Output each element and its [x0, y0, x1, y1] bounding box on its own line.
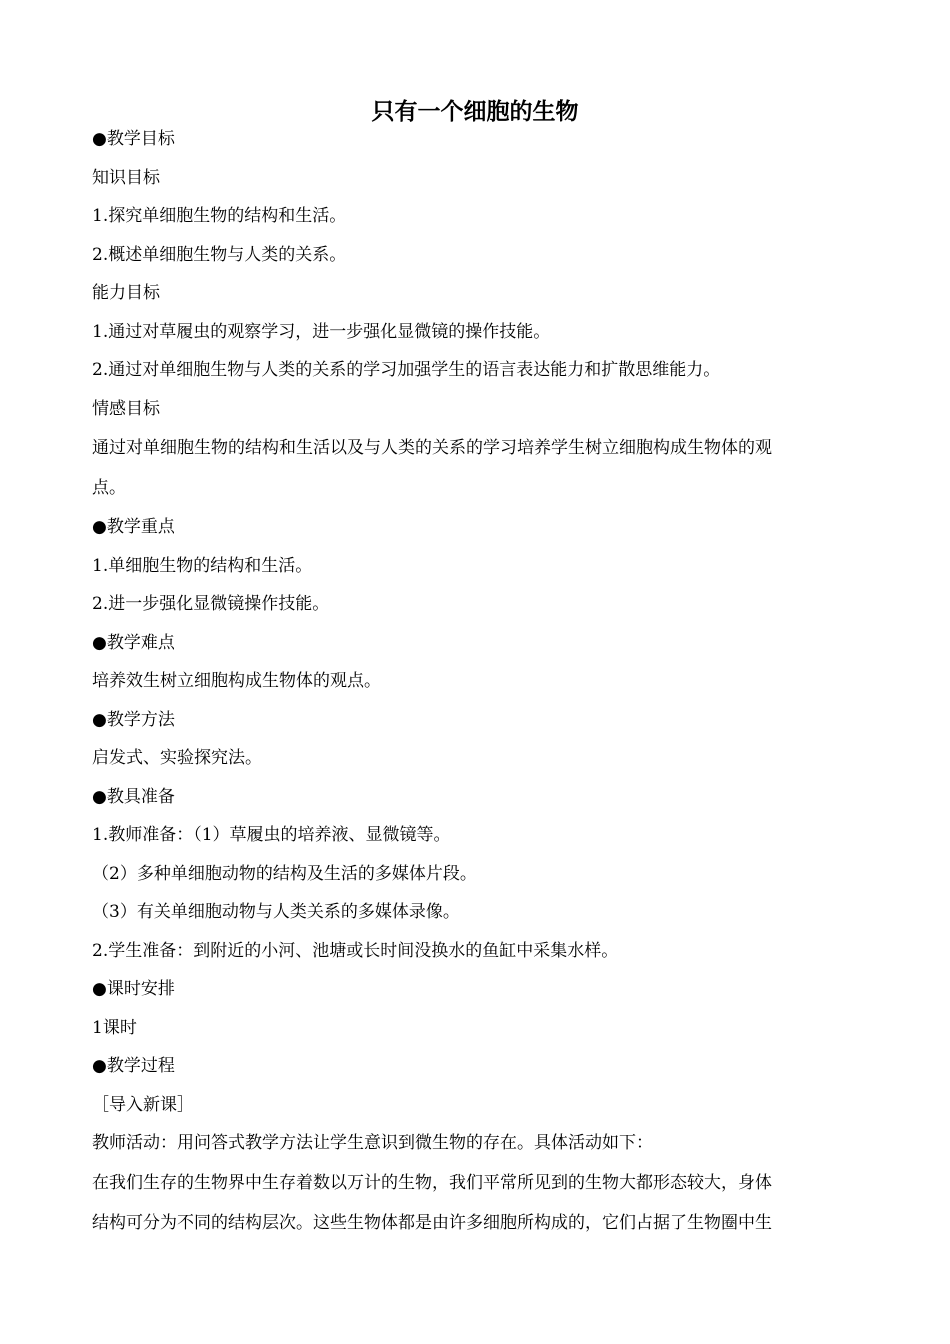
materials-teacher-2: （2）多种单细胞动物的结构及生活的多媒体片段。	[92, 863, 477, 884]
key-point-1: 1.单细胞生物的结构和生活。	[92, 555, 313, 576]
section-heading-methods: ●教学方法	[92, 709, 175, 730]
subheading-emotion-goals: 情感目标	[92, 398, 160, 419]
subheading-knowledge-goals: 知识目标	[92, 167, 160, 188]
section-heading-schedule: ●课时安排	[92, 979, 175, 999]
materials-teacher-3: （3）有关单细胞动物与人类关系的多媒体录像。	[92, 902, 460, 922]
methods-text: 启发式、实验探究法。	[92, 748, 262, 768]
ability-goal-2: 2.通过对单细胞生物与人类的关系的学习加强学生的语言表达能力和扩散思维能力。	[92, 360, 721, 380]
emotion-goal-line-1: 通过对单细胞生物的结构和生活以及与人类的关系的学习培养学生树立细胞构成生物体的观	[92, 438, 772, 458]
materials-teacher-1: 1.教师准备：（1）草履虫的培养液、显微镜等。	[92, 825, 451, 845]
teacher-activity-text: 教师活动：用问答式教学方法让学生意识到微生物的存在。具体活动如下：	[92, 1133, 653, 1153]
document-title: 只有一个细胞的生物	[371, 99, 579, 125]
subheading-ability-goals: 能力目标	[92, 283, 160, 303]
section-heading-key-points: ●教学重点	[92, 517, 175, 537]
section-heading-materials: ●教具准备	[92, 786, 175, 807]
knowledge-goal-2: 2.概述单细胞生物与人类的关系。	[92, 244, 347, 265]
process-intro-label: ［导入新课］	[92, 1094, 194, 1115]
materials-student: 2.学生准备：到附近的小河、池塘或长时间没换水的鱼缸中采集水样。	[92, 940, 619, 961]
difficulty-text: 培养效生树立细胞构成生物体的观点。	[92, 671, 381, 691]
document-body	[92, 120, 867, 1243]
section-heading-difficulties: ●教学难点	[92, 632, 175, 653]
ability-goal-1: 1.通过对草履虫的观察学习，进一步强化显微镜的操作技能。	[92, 321, 551, 342]
knowledge-goal-1: 1.探究单细胞生物的结构和生活。	[92, 206, 347, 226]
section-heading-teaching-goals: ●教学目标	[92, 129, 175, 149]
section-heading-process: ●教学过程	[92, 1056, 175, 1076]
final-paragraph-line-2: 结构可分为不同的结构层次。这些生物体都是由许多细胞所构成的，它们占据了生物圈中生	[92, 1212, 772, 1233]
final-paragraph-line-1: 在我们生存的生物界中生存着数以万计的生物，我们平常所见到的生物大都形态较大，身体	[92, 1172, 772, 1193]
emotion-goal-line-2: 点。	[92, 478, 126, 498]
key-point-2: 2.进一步强化显微镜操作技能。	[92, 594, 330, 614]
schedule-text: 1课时	[92, 1017, 137, 1038]
